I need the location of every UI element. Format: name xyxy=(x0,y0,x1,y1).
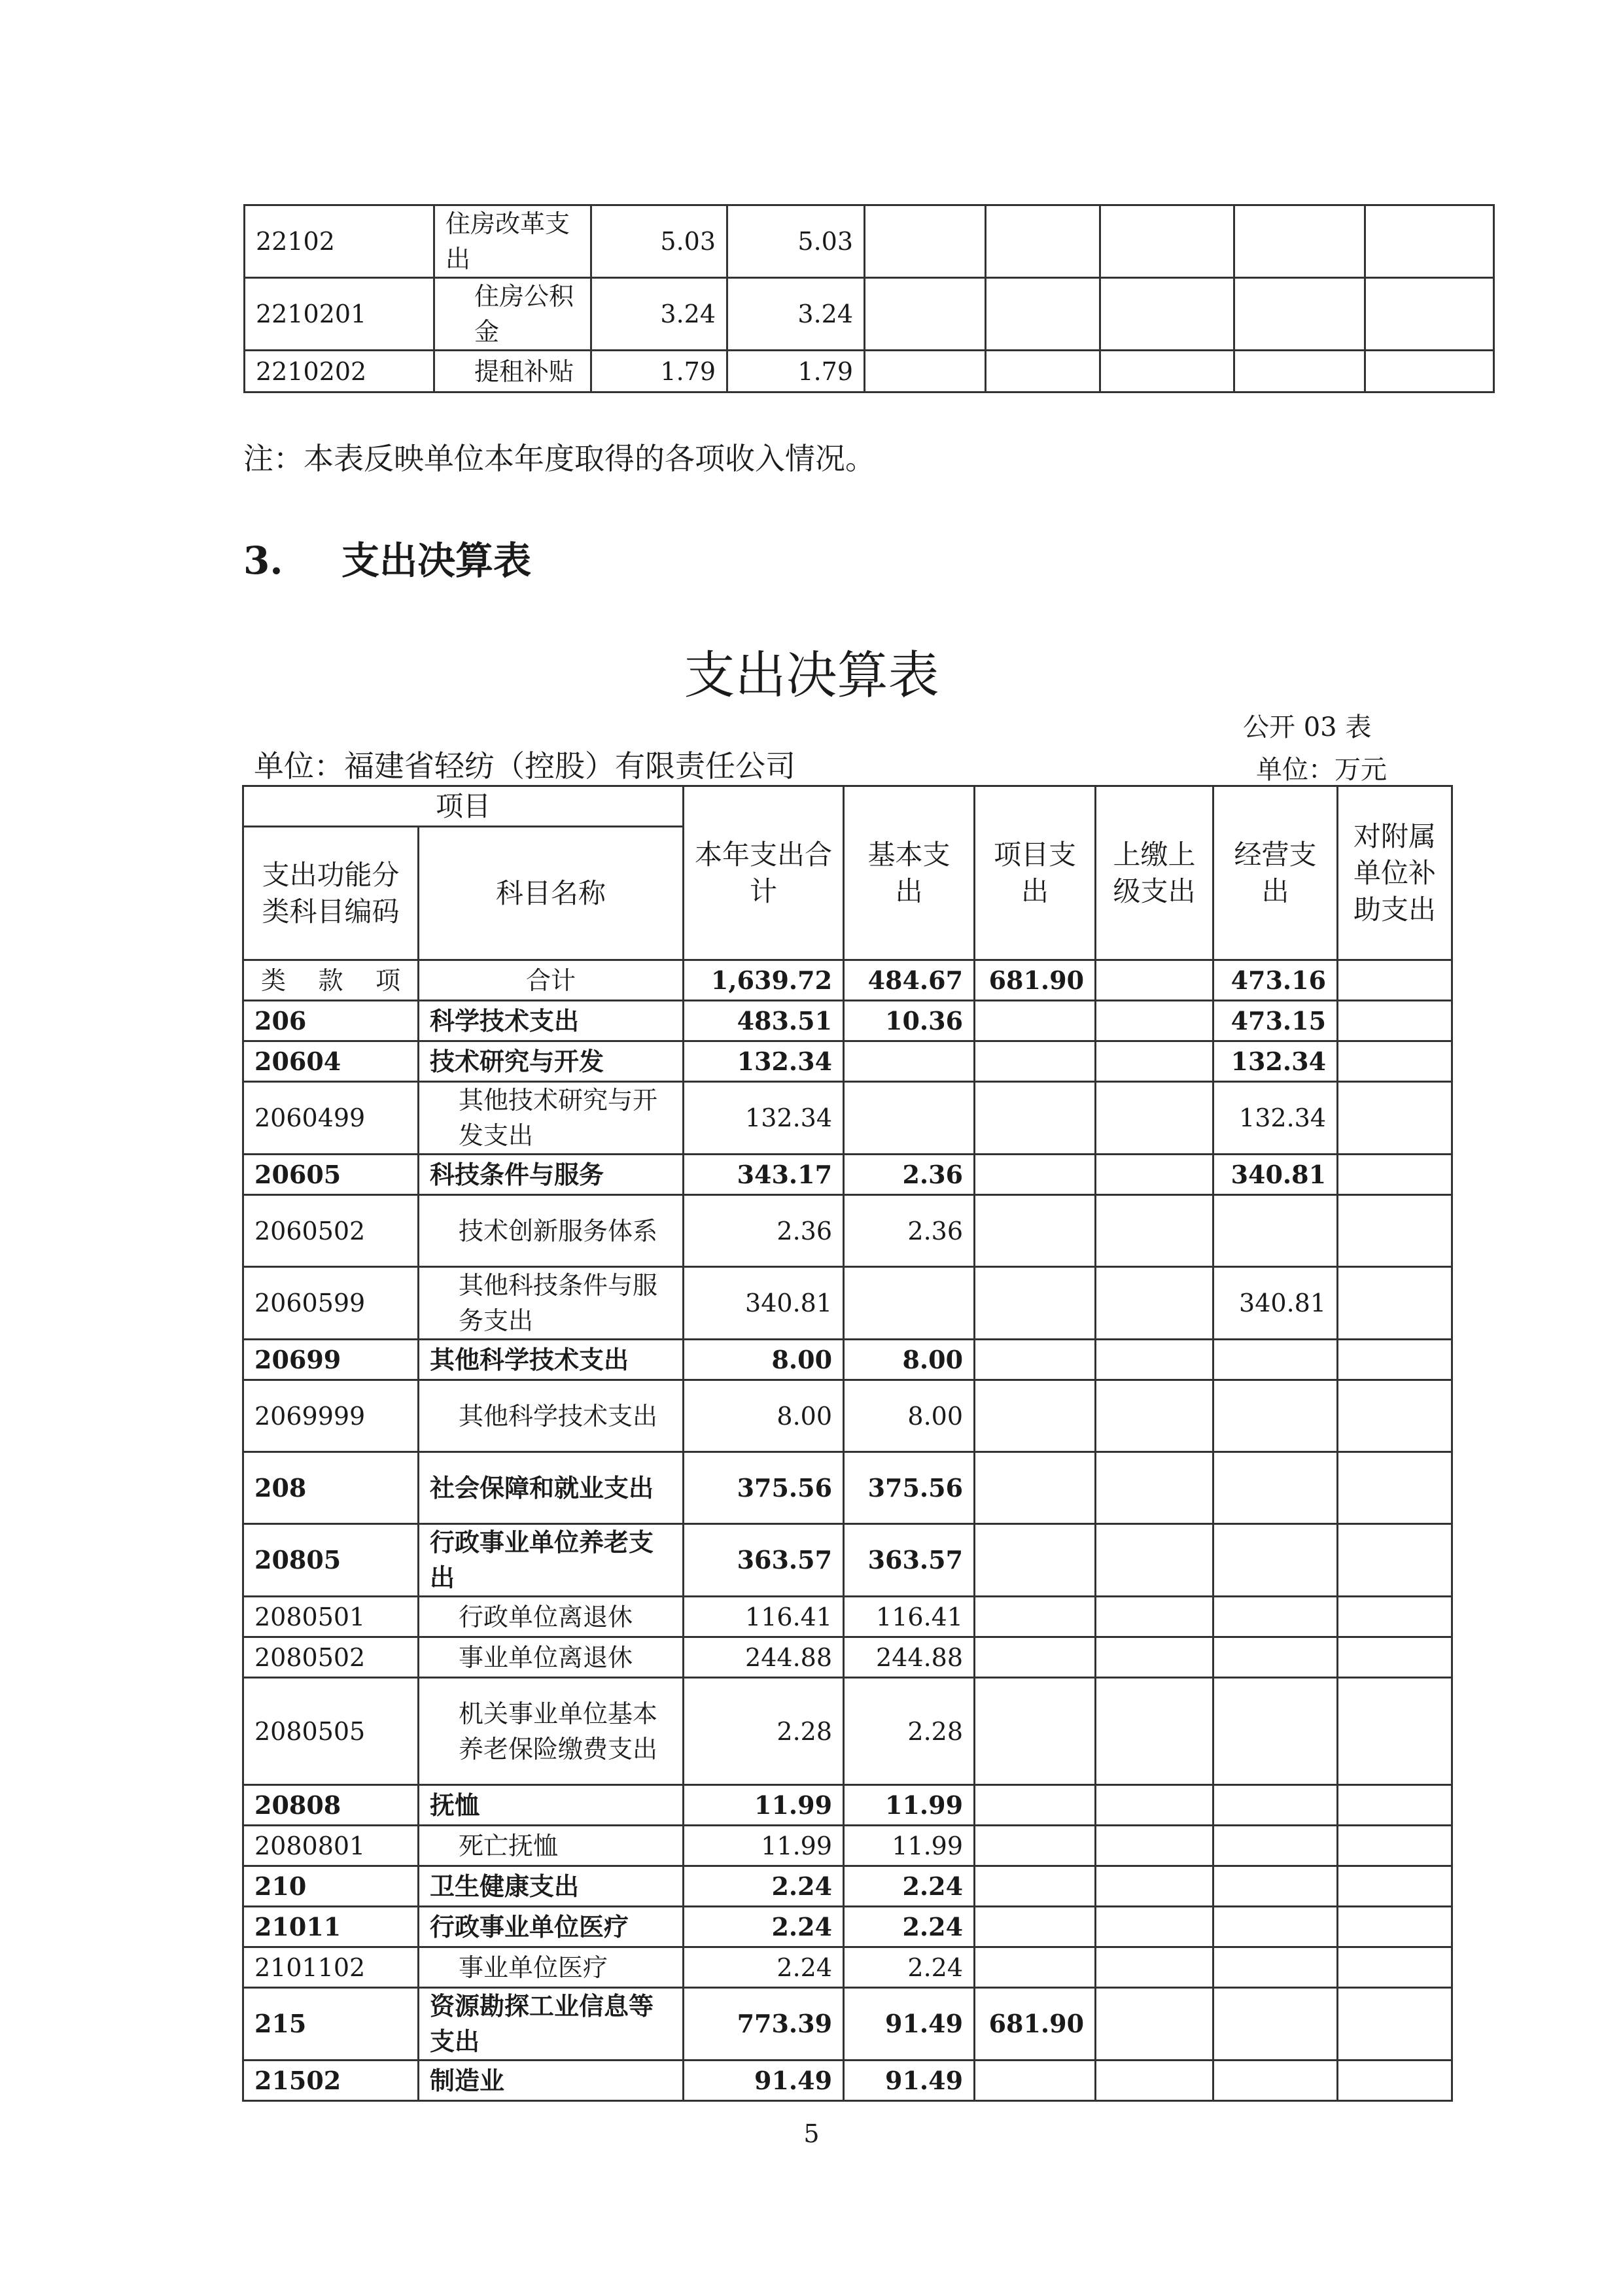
row-project xyxy=(975,1155,1096,1195)
row-total: 1.79 xyxy=(591,351,727,392)
row-business xyxy=(1213,1524,1338,1597)
row-total: 11.99 xyxy=(684,1826,844,1866)
table-row xyxy=(243,1826,1452,1866)
row-code: 21011 xyxy=(243,1907,419,1947)
row-code: 2080501 xyxy=(243,1597,419,1637)
row-business xyxy=(1213,1988,1338,2061)
row-name: 技术研究与开发 xyxy=(419,1041,684,1082)
row-code: 2210201 xyxy=(245,278,434,351)
row-total: 116.41 xyxy=(684,1597,844,1637)
table-row xyxy=(243,1678,1452,1785)
row-code: 2080502 xyxy=(243,1637,419,1678)
row-basic xyxy=(844,1267,975,1340)
row-basic xyxy=(844,1041,975,1082)
row-code: 2080505 xyxy=(243,1678,419,1785)
row-business xyxy=(1213,1947,1338,1988)
table-row xyxy=(243,1340,1452,1380)
row-name: 卫生健康支出 xyxy=(419,1866,684,1907)
row-name: 抚恤 xyxy=(419,1785,684,1826)
table-row xyxy=(243,1988,1452,2061)
row-basic: 91.49 xyxy=(844,2061,975,2101)
row-name: 技术创新服务体系 xyxy=(419,1195,684,1267)
row-name: 事业单位医疗 xyxy=(419,1947,684,1988)
row-total: 375.56 xyxy=(684,1452,844,1524)
total-label: 合计 xyxy=(419,960,684,1001)
row-name: 机关事业单位基本养老保险缴费支出 xyxy=(419,1678,684,1785)
table-note: 注：本表反映单位本年度取得的各项收入情况。 xyxy=(243,441,875,476)
page-number: 5 xyxy=(803,2119,820,2148)
row-total: 91.49 xyxy=(684,2061,844,2101)
row-total: 244.88 xyxy=(684,1637,844,1678)
table-row xyxy=(243,2061,1452,2101)
row-name: 科学技术支出 xyxy=(419,1001,684,1041)
row-total: 340.81 xyxy=(684,1267,844,1340)
row-business xyxy=(1213,1907,1338,1947)
total-project: 681.90 xyxy=(975,960,1096,1001)
row-name: 制造业 xyxy=(419,2061,684,2101)
row-name: 行政事业单位医疗 xyxy=(419,1907,684,1947)
row-project xyxy=(975,1678,1096,1785)
row-total: 2.36 xyxy=(684,1195,844,1267)
row-business xyxy=(1213,1380,1338,1452)
row-business xyxy=(1213,1785,1338,1826)
row-basic: 5.03 xyxy=(727,205,865,278)
row-basic: 2.36 xyxy=(844,1155,975,1195)
row-total: 11.99 xyxy=(684,1785,844,1826)
row-business: 473.15 xyxy=(1213,1001,1338,1041)
continued-income-table xyxy=(243,204,1495,393)
row-business: 340.81 xyxy=(1213,1155,1338,1195)
header-total: 本年支出合计 xyxy=(684,786,844,960)
row-project xyxy=(975,1041,1096,1082)
total-business: 473.16 xyxy=(1213,960,1338,1001)
row-total: 363.57 xyxy=(684,1524,844,1597)
row-total: 483.51 xyxy=(684,1001,844,1041)
row-code: 2101102 xyxy=(243,1947,419,1988)
row-code: 206 xyxy=(243,1001,419,1041)
row-total: 8.00 xyxy=(684,1380,844,1452)
row-basic: 8.00 xyxy=(844,1340,975,1380)
row-business xyxy=(1213,2061,1338,2101)
row-code: 215 xyxy=(243,1988,419,2061)
header-code: 支出功能分类科目编码 xyxy=(243,827,419,960)
table-row xyxy=(245,205,1494,278)
table-row xyxy=(243,1195,1452,1267)
header-project: 项目支出 xyxy=(975,786,1096,960)
table-row xyxy=(243,1001,1452,1041)
row-basic: 10.36 xyxy=(844,1001,975,1041)
table-row xyxy=(243,1041,1452,1082)
row-total: 2.24 xyxy=(684,1947,844,1988)
row-basic: 244.88 xyxy=(844,1637,975,1678)
row-project xyxy=(975,1524,1096,1597)
row-total: 2.24 xyxy=(684,1866,844,1907)
reporting-unit: 单位：福建省轻纺（控股）有限责任公司 xyxy=(254,748,795,784)
row-code: 20605 xyxy=(243,1155,419,1195)
row-project xyxy=(975,1866,1096,1907)
row-total: 5.03 xyxy=(591,205,727,278)
row-code: 2210202 xyxy=(245,351,434,392)
row-basic: 3.24 xyxy=(727,278,865,351)
table-row xyxy=(243,1637,1452,1678)
row-code: 2060599 xyxy=(243,1267,419,1340)
row-basic xyxy=(844,1082,975,1155)
row-name: 科技条件与服务 xyxy=(419,1155,684,1195)
row-total: 2.24 xyxy=(684,1907,844,1947)
header-row xyxy=(243,786,1452,827)
row-basic: 116.41 xyxy=(844,1597,975,1637)
table-row xyxy=(243,1452,1452,1524)
row-code: 20808 xyxy=(243,1785,419,1826)
table-row xyxy=(243,1597,1452,1637)
table-title: 支出决算表 xyxy=(684,646,939,705)
table-row xyxy=(243,1380,1452,1452)
table-row xyxy=(243,1267,1452,1340)
row-basic: 11.99 xyxy=(844,1785,975,1826)
row-business xyxy=(1213,1452,1338,1524)
row-total: 132.34 xyxy=(684,1041,844,1082)
row-name: 住房公积金 xyxy=(434,278,591,351)
row-code: 20604 xyxy=(243,1041,419,1082)
row-name: 其他科学技术支出 xyxy=(419,1380,684,1452)
row-project xyxy=(975,1637,1096,1678)
row-business xyxy=(1213,1637,1338,1678)
row-name: 提租补贴 xyxy=(434,351,591,392)
table-row xyxy=(243,1947,1452,1988)
row-project xyxy=(975,1826,1096,1866)
header-basic: 基本支出 xyxy=(844,786,975,960)
row-basic: 363.57 xyxy=(844,1524,975,1597)
header-subsidy: 对附属单位补助支出 xyxy=(1338,786,1452,960)
row-project xyxy=(975,1001,1096,1041)
row-business: 132.34 xyxy=(1213,1082,1338,1155)
row-code: 210 xyxy=(243,1866,419,1907)
row-code: 2060499 xyxy=(243,1082,419,1155)
header-upper: 上缴上级支出 xyxy=(1096,786,1213,960)
row-total: 8.00 xyxy=(684,1340,844,1380)
row-name: 行政单位离退休 xyxy=(419,1597,684,1637)
row-code: 20805 xyxy=(243,1524,419,1597)
expenditure-table xyxy=(242,785,1453,2102)
row-business xyxy=(1213,1866,1338,1907)
row-basic: 8.00 xyxy=(844,1380,975,1452)
row-name: 社会保障和就业支出 xyxy=(419,1452,684,1524)
row-project xyxy=(975,1380,1096,1452)
row-code: 2069999 xyxy=(243,1380,419,1452)
table-row xyxy=(243,1524,1452,1597)
header-item: 项目 xyxy=(243,786,684,827)
table-row xyxy=(243,1082,1452,1155)
row-business xyxy=(1213,1826,1338,1866)
row-business xyxy=(1213,1340,1338,1380)
row-code: 20699 xyxy=(243,1340,419,1380)
row-name: 事业单位离退休 xyxy=(419,1637,684,1678)
currency-unit: 单位：万元 xyxy=(1256,755,1387,785)
row-name: 其他科学技术支出 xyxy=(419,1340,684,1380)
row-project xyxy=(975,1947,1096,1988)
row-name: 资源勘探工业信息等支出 xyxy=(419,1988,684,2061)
row-project xyxy=(975,1452,1096,1524)
row-basic: 2.24 xyxy=(844,1866,975,1907)
row-project xyxy=(975,2061,1096,2101)
row-project xyxy=(975,1082,1096,1155)
row-total: 2.28 xyxy=(684,1678,844,1785)
row-name: 死亡抚恤 xyxy=(419,1826,684,1866)
row-name: 住房改革支出 xyxy=(434,205,591,278)
table-row xyxy=(245,278,1494,351)
row-business: 340.81 xyxy=(1213,1267,1338,1340)
row-basic: 2.28 xyxy=(844,1678,975,1785)
header-kuan: 款 xyxy=(318,965,343,995)
header-xiang: 项 xyxy=(375,965,400,995)
row-name: 行政事业单位养老支出 xyxy=(419,1524,684,1597)
row-project: 681.90 xyxy=(975,1988,1096,2061)
row-basic: 375.56 xyxy=(844,1452,975,1524)
form-number: 公开 03 表 xyxy=(1243,712,1372,742)
row-basic: 91.49 xyxy=(844,1988,975,2061)
header-name: 科目名称 xyxy=(419,827,684,960)
row-total: 3.24 xyxy=(591,278,727,351)
table-row xyxy=(243,1907,1452,1947)
row-code: 22102 xyxy=(245,205,434,278)
row-basic: 1.79 xyxy=(727,351,865,392)
row-project xyxy=(975,1195,1096,1267)
row-code: 21502 xyxy=(243,2061,419,2101)
row-project xyxy=(975,1907,1096,1947)
row-total: 343.17 xyxy=(684,1155,844,1195)
section-heading xyxy=(243,530,531,585)
table-row xyxy=(243,1785,1452,1826)
table-row xyxy=(243,1866,1452,1907)
row-basic: 2.36 xyxy=(844,1195,975,1267)
total-row xyxy=(243,960,1452,1001)
table-row xyxy=(243,1155,1452,1195)
row-basic: 11.99 xyxy=(844,1826,975,1866)
row-project xyxy=(975,1597,1096,1637)
row-business xyxy=(1213,1195,1338,1267)
row-code: 2080801 xyxy=(243,1826,419,1866)
row-total: 132.34 xyxy=(684,1082,844,1155)
row-code: 2060502 xyxy=(243,1195,419,1267)
row-code: 208 xyxy=(243,1452,419,1524)
header-lei: 类 xyxy=(261,965,287,995)
total-basic: 484.67 xyxy=(844,960,975,1001)
row-name: 其他科技条件与服务支出 xyxy=(419,1267,684,1340)
row-basic: 2.24 xyxy=(844,1907,975,1947)
row-project xyxy=(975,1267,1096,1340)
total-sum: 1,639.72 xyxy=(684,960,844,1001)
header-business: 经营支出 xyxy=(1213,786,1338,960)
row-business xyxy=(1213,1678,1338,1785)
table-row xyxy=(245,351,1494,392)
row-name: 其他技术研究与开发支出 xyxy=(419,1082,684,1155)
row-business xyxy=(1213,1597,1338,1637)
row-project xyxy=(975,1785,1096,1826)
section-title: 支出决算表 xyxy=(341,538,532,583)
section-number: 3. xyxy=(243,538,283,583)
row-total: 773.39 xyxy=(684,1988,844,2061)
row-basic: 2.24 xyxy=(844,1947,975,1988)
row-project xyxy=(975,1340,1096,1380)
row-business: 132.34 xyxy=(1213,1041,1338,1082)
